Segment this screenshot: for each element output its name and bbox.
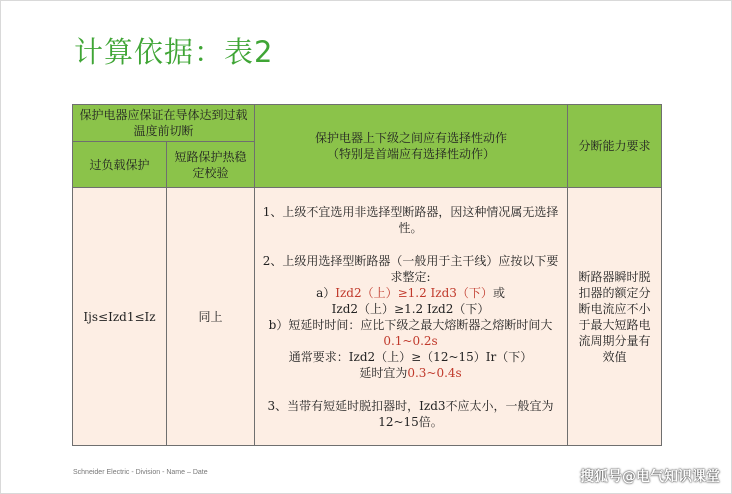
overload-value-cell	[73, 188, 167, 446]
header-breaking-capacity	[568, 105, 662, 188]
requirement-2b	[258, 317, 563, 349]
short-circuit-value: 同上	[198, 309, 223, 324]
overload-formula: Ijs≤Izd1≤Iz	[83, 309, 156, 324]
requirement-2a-alt: Izd2（上）≥1.2 Izd2（下）	[331, 301, 490, 316]
requirement-2b-text: b）短延时时间：应比下级之最大熔断器之熔断时间大	[268, 317, 553, 332]
requirement-common: 通常要求：Izd2（上）≥（12~15）Ir（下）	[288, 349, 533, 364]
table-row	[73, 188, 662, 446]
requirement-delay-text: 延时宜为	[359, 365, 408, 380]
selectivity-requirements-cell	[255, 188, 568, 446]
requirement-2a-prefix: a）	[316, 285, 336, 300]
header-overload-group-label: 保护电器应保证在导体达到过载温度前切断	[79, 108, 248, 138]
table-header-row	[73, 105, 662, 142]
header-overload-protection	[73, 142, 167, 188]
header-overload-group	[73, 105, 255, 142]
header-selectivity-line1: 保护电器上下级之间应有选择性动作	[315, 131, 508, 145]
calculation-basis-table	[72, 104, 662, 446]
watermark: 搜狐号@电气知识课堂	[580, 469, 720, 485]
requirement-3: 3、当带有短延时脱扣器时，Izd3不应太小，一般宜为12~15倍。	[267, 398, 554, 429]
header-selectivity-line2: （特别是首端应有选择性动作）	[327, 147, 496, 161]
header-short-circuit-label: 短路保护热稳定校验	[174, 149, 247, 180]
header-breaking-label: 分断能力要求	[578, 139, 651, 153]
requirement-1: 1、上级不宜选用非选择型断路器，因这种情况属无选择性。	[262, 204, 559, 235]
requirement-2b-highlight: 0.1~0.2s	[383, 333, 438, 348]
requirement-2a-highlight: Izd2（上）≥1.2 Izd3（下）	[335, 285, 493, 300]
requirement-2a-suffix: 或	[492, 285, 505, 300]
breaking-capacity-cell	[568, 188, 662, 446]
breaking-capacity-text: 断路器瞬时脱扣器的额定分断电流应不小于最大短路电流周期分量有效值	[578, 269, 651, 364]
requirement-2a	[258, 285, 563, 301]
header-short-circuit-check	[167, 142, 255, 188]
header-selectivity	[255, 105, 568, 188]
short-circuit-value-cell	[167, 188, 255, 446]
requirement-delay-highlight: 0.3~0.4s	[407, 365, 462, 380]
requirement-2: 2、上级用选择型断路器（一般用于主干线）应按以下要求整定:	[262, 253, 559, 284]
header-overload-label: 过负载保护	[89, 157, 150, 172]
slide-footer: Schneider Electric - Division - Name – Date	[73, 469, 208, 476]
slide-title: 计算依据：表2	[74, 35, 274, 69]
requirement-delay	[258, 365, 563, 381]
